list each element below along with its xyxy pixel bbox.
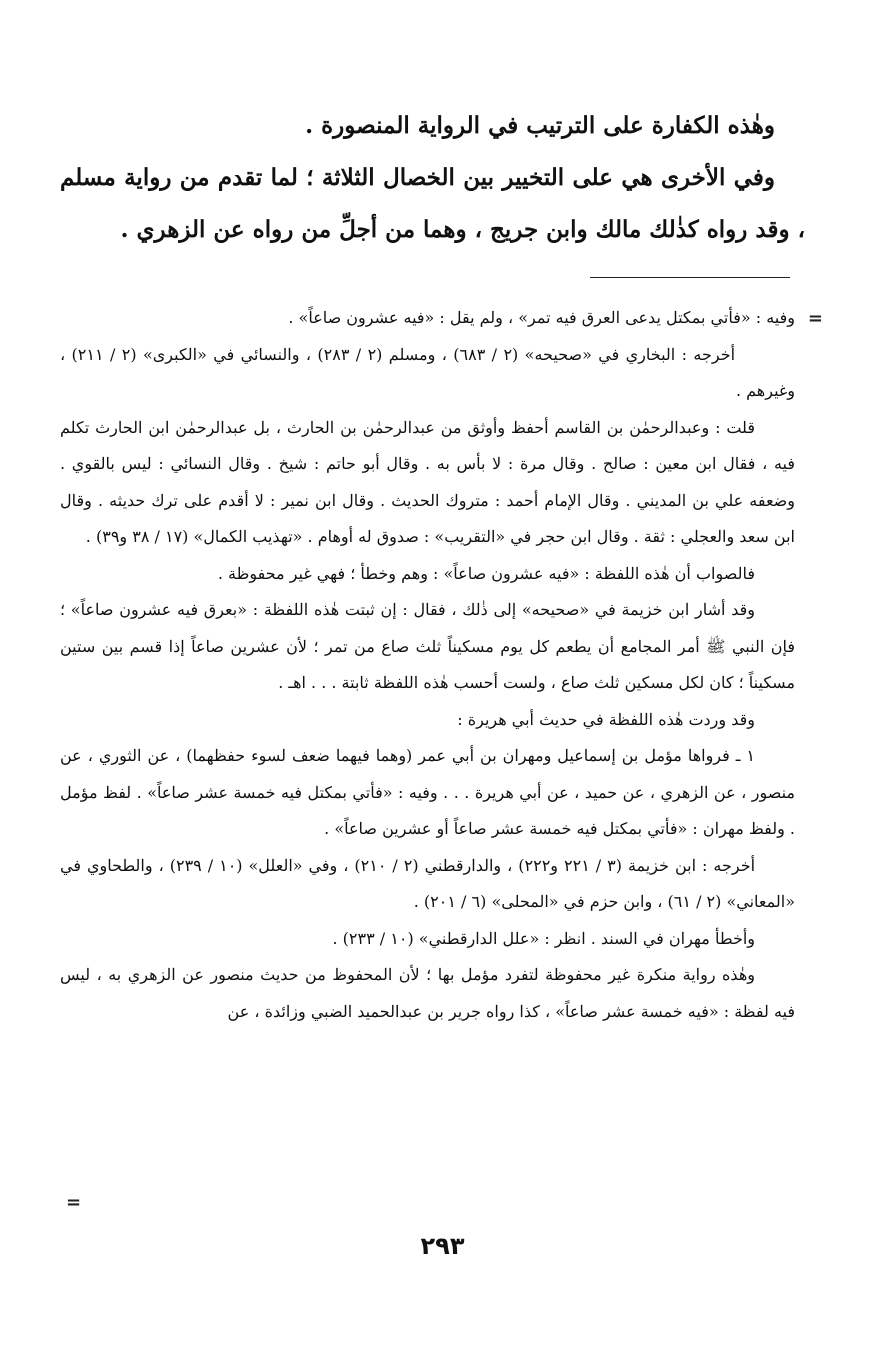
- footnote-paragraph: فالصواب أن هٰذه اللفظة : «فيه عشرون صاعاً» : وهم وخطأ ؛ فهي غير محفوظة .: [217, 563, 755, 583]
- footnote-paragraph: وأخطأ مهران في السند . انظر : «علل الدارقطني» (١٠ / ٢٣٣) .: [332, 928, 755, 948]
- main-paragraph-1: وهٰذه الكفارة على الترتيب في الرواية المنصورة .: [305, 112, 775, 139]
- page-number: ٢٩٣: [420, 1232, 465, 1260]
- continuation-mark-top: =: [807, 308, 823, 329]
- continuation-mark-bottom: =: [66, 1192, 82, 1213]
- main-text: [60, 100, 805, 256]
- footnote-paragraph: وفيه : «فأتي بمكتل يدعى العرق فيه تمر» ، ولم يقل : «فيه عشرون صاعاً» .: [288, 308, 795, 327]
- footnote-paragraph: قلت : وعبدالرحمٰن بن القاسم أحفظ وأوثق من عبدالرحمٰن بن الحارث ، بل عبدالرحمٰن ابن الحارث تكلم فيه ، فقال ابن معين : صالح . وقال مرة : لا بأس به . وقال أبو حاتم : شيخ . وقال النسائي : ليس بالقوي . وضعفه علي بن المديني . وقال الإمام أحمد : متروك الحديث . وقال ابن نمير : لا أقدم على ترك حديثه . وقال ابن سعد والعجلي : ثقة . وقال ابن حجر في «التقريب» : صدوق له أوهام . «تهذيب الكمال» (١٧ / ٣٨ و٣٩) .: [60, 417, 795, 546]
- footnote-paragraph: أخرجه : البخاري في «صحيحه» (٢ / ٦٨٣) ، ومسلم (٢ / ٢٨٣) ، والنسائي في «الكبرى» (٢ / ٢١١) ، وغيرهم .: [60, 344, 795, 400]
- footnote-paragraph: أخرجه : ابن خزيمة (٣ / ٢٢١ و٢٢٢) ، والدارقطني (٢ / ٢١٠) ، وفي «العلل» (١٠ / ٢٣٩) ، والطحاوي في «المعاني» (٢ / ٦١) ، وابن حزم في «المحلى» (٦ / ٢٠١) .: [60, 855, 795, 911]
- footnote-paragraph: ١ ـ فرواها مؤمل بن إسماعيل ومهران بن أبي عمر (وهما فيهما ضعف لسوء حفظهما) ، عن الثوري ، عن منصور ، عن الزهري ، عن حميد ، عن أبي هريرة . . . وفيه : «فأتي بمكتل فيه خمسة عشر صاعاً» . لفظ مؤمل . ولفظ مهران : «فأتي بمكتل فيه خمسة عشر صاعاً أو عشرين صاعاً» .: [60, 746, 795, 838]
- main-paragraph-2: وفي الأخرى هي على التخيير بين الخصال الثلاثة ؛ لما تقدم من رواية مسلم ، وقد رواه كذٰلك مالك وابن جريج ، وهما من أجلِّ من رواه عن الزهري .: [60, 164, 805, 243]
- footnote-paragraph: وقد أشار ابن خزيمة في «صحيحه» إلى ذٰلك ، فقال : إن ثبتت هٰذه اللفظة : «بعرق فيه عشرون صاعاً» ؛ فإن النبي ﷺ أمر المجامع أن يطعم كل يوم مسكيناً ثلث صاع من تمر ؛ لأن عشرين صاعاً إذا قسم بين ستين مسكيناً ؛ كان لكل مسكين ثلث صاع ، ولست أحسب هٰذه اللفظة ثابتة . . . اهـ .: [60, 600, 796, 692]
- footnote-separator: [590, 277, 790, 278]
- footnote-paragraph: وهٰذه رواية منكرة غير محفوظة لتفرد مؤمل بها ؛ لأن المحفوظ من حديث منصور عن الزهري به ، ليس فيه لفظة : «فيه خمسة عشر صاعاً» ، كذا رواه جرير بن عبدالحميد الضبي وزائدة ، عن: [60, 965, 795, 1021]
- footnotes: [60, 300, 795, 1030]
- footnote-paragraph: وقد وردت هٰذه اللفظة في حديث أبي هريرة :: [457, 709, 755, 729]
